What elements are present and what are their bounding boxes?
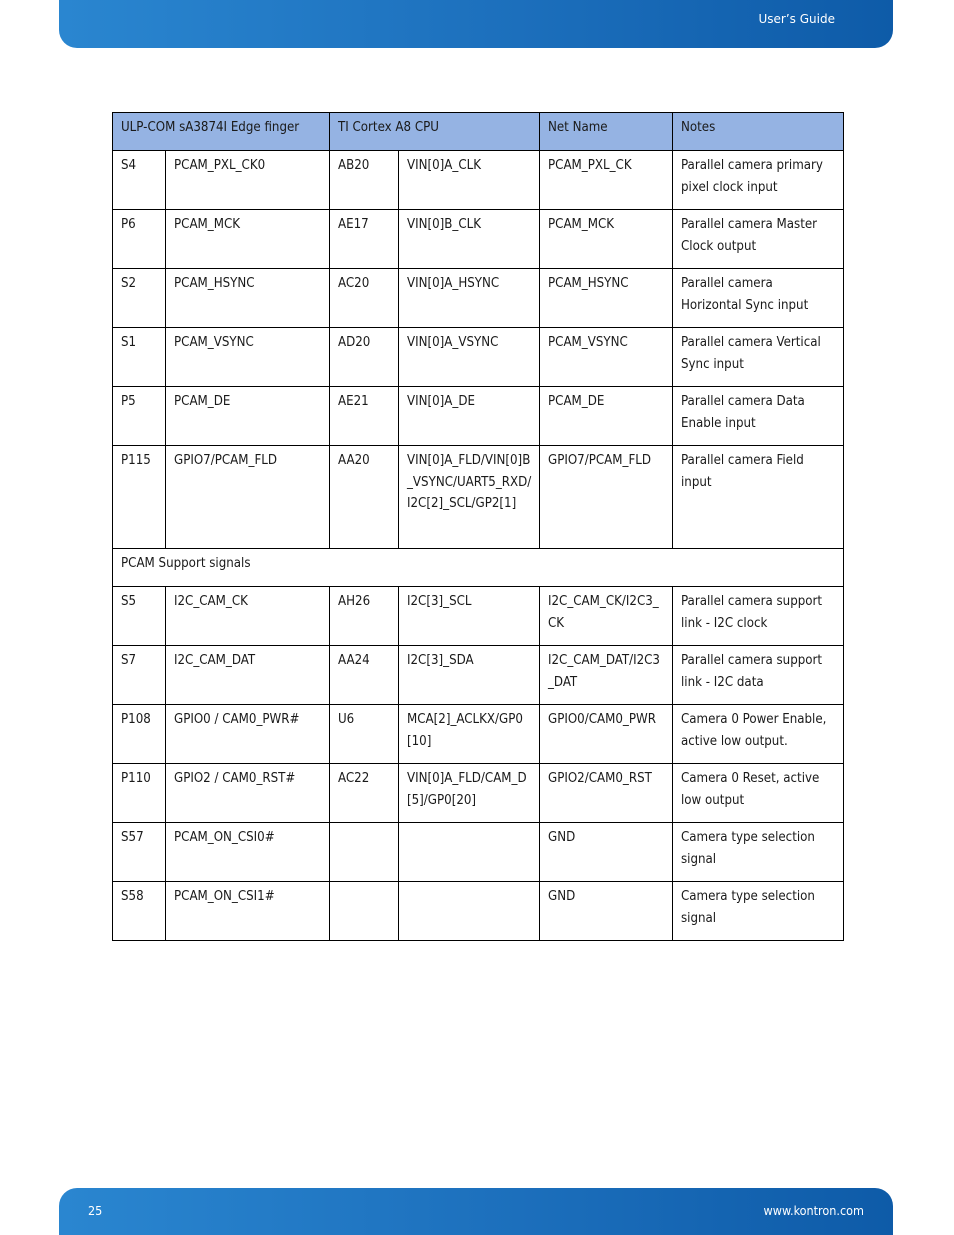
net-name-cell: PCAM_MCK xyxy=(540,210,673,269)
ball-cell: AA24 xyxy=(330,646,399,705)
footer-url: www.kontron.com xyxy=(763,1203,864,1218)
section-label: PCAM Support signals xyxy=(113,549,844,587)
table-row xyxy=(113,387,844,446)
pin-cell: S7 xyxy=(113,646,166,705)
net-name-cell: PCAM_DE xyxy=(540,387,673,446)
pin-cell: P6 xyxy=(113,210,166,269)
net-name-cell: GPIO2/CAM0_RST xyxy=(540,764,673,823)
notes-cell: Camera 0 Power Enable, active low output. xyxy=(673,705,844,764)
cpu-signal-cell: I2C[3]_SDA xyxy=(399,646,540,705)
notes-cell: Parallel camera support link - I2C clock xyxy=(673,587,844,646)
pin-cell: S5 xyxy=(113,587,166,646)
net-name-cell: PCAM_VSYNC xyxy=(540,328,673,387)
net-name-cell: GND xyxy=(540,882,673,941)
ball-cell: AA20 xyxy=(330,446,399,549)
cpu-signal-cell: VIN[0]A_DE xyxy=(399,387,540,446)
net-name-cell: I2C_CAM_DAT/I2C3_DAT xyxy=(540,646,673,705)
pin-cell: P5 xyxy=(113,387,166,446)
ball-cell xyxy=(330,882,399,941)
section-row xyxy=(113,549,844,587)
pin-cell: S58 xyxy=(113,882,166,941)
table-row xyxy=(113,764,844,823)
cpu-signal-cell: MCA[2]_ACLKX/GP0[10] xyxy=(399,705,540,764)
signal-cell: I2C_CAM_DAT xyxy=(166,646,330,705)
table-row xyxy=(113,823,844,882)
table-row xyxy=(113,882,844,941)
net-name-cell: I2C_CAM_CK/I2C3_CK xyxy=(540,587,673,646)
notes-cell: Camera type selection signal xyxy=(673,823,844,882)
ball-cell: AD20 xyxy=(330,328,399,387)
notes-cell: Parallel camera Data Enable input xyxy=(673,387,844,446)
table-row xyxy=(113,446,844,549)
pin-cell: P108 xyxy=(113,705,166,764)
pin-cell: S1 xyxy=(113,328,166,387)
table-header-row xyxy=(113,113,844,151)
signal-cell: PCAM_PXL_CK0 xyxy=(166,151,330,210)
cpu-signal-cell: VIN[0]B_CLK xyxy=(399,210,540,269)
ball-cell: AC20 xyxy=(330,269,399,328)
page-number: 25 xyxy=(88,1203,103,1218)
signal-cell: PCAM_ON_CSI1# xyxy=(166,882,330,941)
table-row xyxy=(113,587,844,646)
signal-cell: PCAM_MCK xyxy=(166,210,330,269)
column-header: TI Cortex A8 CPU xyxy=(330,113,540,151)
ball-cell: AB20 xyxy=(330,151,399,210)
pin-cell: S57 xyxy=(113,823,166,882)
notes-cell: Parallel camera support link - I2C data xyxy=(673,646,844,705)
notes-cell: Parallel camera Field input xyxy=(673,446,844,549)
cpu-signal-cell: VIN[0]A_CLK xyxy=(399,151,540,210)
signal-cell: GPIO0 / CAM0_PWR# xyxy=(166,705,330,764)
cpu-signal-cell: VIN[0]A_HSYNC xyxy=(399,269,540,328)
table-body xyxy=(113,113,844,941)
notes-cell: Parallel camera Master Clock output xyxy=(673,210,844,269)
table-row xyxy=(113,705,844,764)
signal-cell: PCAM_DE xyxy=(166,387,330,446)
notes-cell: Parallel camera Vertical Sync input xyxy=(673,328,844,387)
pin-cell: S2 xyxy=(113,269,166,328)
notes-cell: Camera type selection signal xyxy=(673,882,844,941)
table-row xyxy=(113,328,844,387)
cpu-signal-cell xyxy=(399,882,540,941)
signal-table xyxy=(112,112,844,941)
pin-cell: P115 xyxy=(113,446,166,549)
net-name-cell: GPIO7/PCAM_FLD xyxy=(540,446,673,549)
cpu-signal-cell: I2C[3]_SCL xyxy=(399,587,540,646)
page-header xyxy=(59,0,893,48)
ball-cell: AH26 xyxy=(330,587,399,646)
signal-cell: PCAM_HSYNC xyxy=(166,269,330,328)
table-row xyxy=(113,269,844,328)
ball-cell: AE17 xyxy=(330,210,399,269)
net-name-cell: GND xyxy=(540,823,673,882)
ball-cell: U6 xyxy=(330,705,399,764)
signal-cell: PCAM_VSYNC xyxy=(166,328,330,387)
pin-cell: S4 xyxy=(113,151,166,210)
cpu-signal-cell: VIN[0]A_VSYNC xyxy=(399,328,540,387)
signal-cell: PCAM_ON_CSI0# xyxy=(166,823,330,882)
column-header: Notes xyxy=(673,113,844,151)
notes-cell: Parallel camera primary pixel clock input xyxy=(673,151,844,210)
pin-cell: P110 xyxy=(113,764,166,823)
page-footer xyxy=(59,1188,893,1235)
table-row xyxy=(113,151,844,210)
signal-cell: GPIO2 / CAM0_RST# xyxy=(166,764,330,823)
cpu-signal-cell xyxy=(399,823,540,882)
ball-cell: AE21 xyxy=(330,387,399,446)
column-header: Net Name xyxy=(540,113,673,151)
table-row xyxy=(113,646,844,705)
header-title: User’s Guide xyxy=(758,12,835,26)
signal-cell: I2C_CAM_CK xyxy=(166,587,330,646)
net-name-cell: GPIO0/CAM0_PWR xyxy=(540,705,673,764)
notes-cell: Camera 0 Reset, active low output xyxy=(673,764,844,823)
ball-cell: AC22 xyxy=(330,764,399,823)
cpu-signal-cell: VIN[0]A_FLD/CAM_D[5]/GP0[20] xyxy=(399,764,540,823)
ball-cell xyxy=(330,823,399,882)
cpu-signal-cell: VIN[0]A_FLD/VIN[0]B_VSYNC/UART5_RXD/I2C[2]_SCL/GP2[1] xyxy=(399,446,540,549)
table-row xyxy=(113,210,844,269)
column-header: ULP-COM sA3874I Edge finger xyxy=(113,113,330,151)
net-name-cell: PCAM_PXL_CK xyxy=(540,151,673,210)
signal-cell: GPIO7/PCAM_FLD xyxy=(166,446,330,549)
notes-cell: Parallel camera Horizontal Sync input xyxy=(673,269,844,328)
net-name-cell: PCAM_HSYNC xyxy=(540,269,673,328)
